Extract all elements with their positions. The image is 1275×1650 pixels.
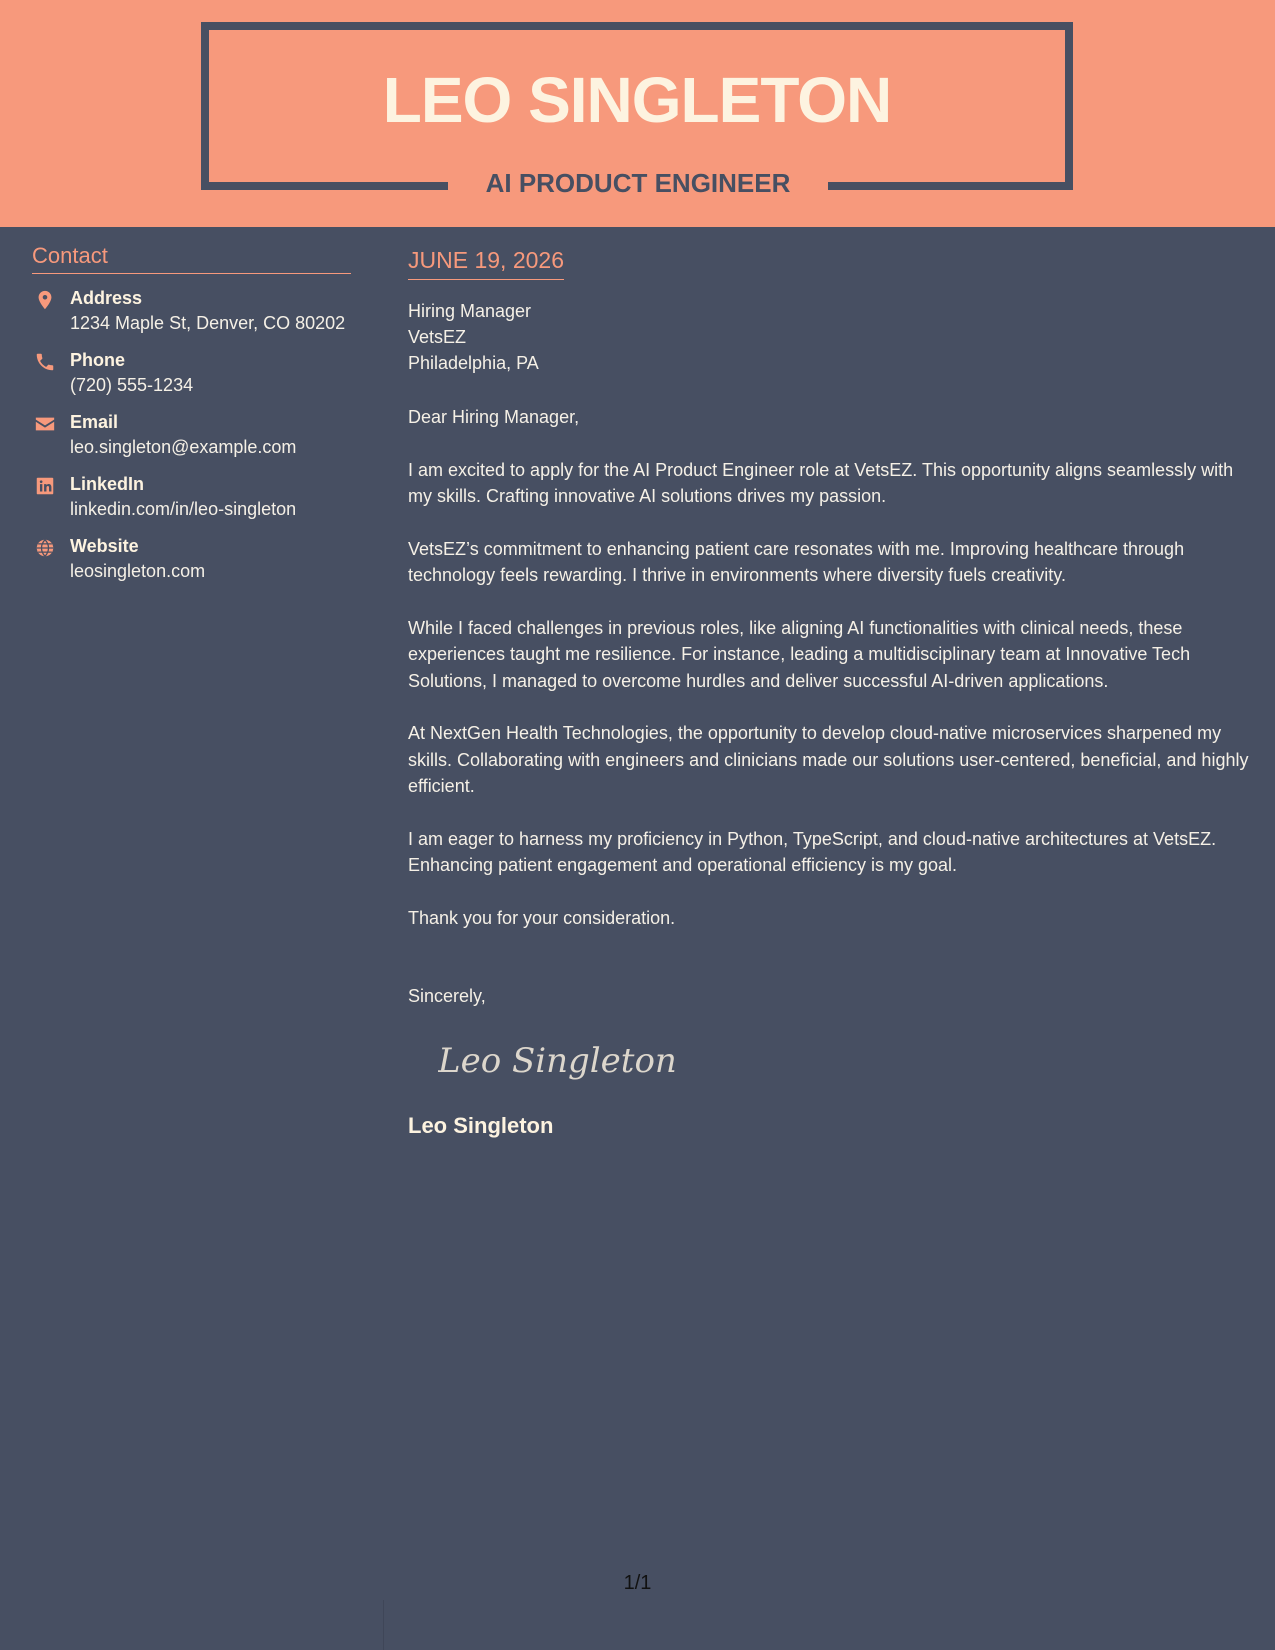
phone-icon — [34, 351, 56, 373]
applicant-name: LEO SINGLETON — [382, 64, 892, 136]
email-value: leo.singleton@example.com — [70, 437, 297, 457]
recipient-line: Philadelphia, PA — [408, 353, 539, 373]
website-value: leosingleton.com — [70, 561, 206, 581]
handwritten-signature — [438, 1030, 1253, 1090]
map-pin-icon — [34, 289, 56, 311]
letter-body — [408, 245, 1253, 1140]
contact-item-website — [32, 534, 351, 584]
contact-label: Phone — [70, 350, 126, 370]
recipient-line: VetsEZ — [408, 327, 467, 347]
contact-label: Email — [70, 412, 119, 432]
contact-item-address — [32, 286, 351, 336]
address-value: 1234 Maple St, Denver, CO 80202 — [70, 313, 346, 333]
phone-value: (720) 555-1234 — [70, 375, 194, 395]
header-banner — [0, 0, 1275, 227]
body-paragraph: While I faced challenges in previous roles, like aligning AI functionalities with clinical needs, these experiences taught me resilience. For instance, leading a multidisciplinary team at Innovative Tech Solutions, I managed to overcome hurdles and deliver successful AI-driven applications. — [408, 617, 1191, 691]
thank-you-paragraph: Thank you for your consideration. — [408, 907, 676, 928]
header-frame-bottom-left — [201, 182, 448, 190]
contact-item-linkedin — [32, 472, 351, 522]
signature-text: Leo Singleton — [438, 1040, 677, 1081]
header-frame-bottom-right — [828, 182, 1073, 190]
body-paragraph: At NextGen Health Technologies, the opportunity to develop cloud-native microservices sharpened my skills. Collaborating with engineers and clinicians made our solutions user-centered, beneficial, and highly efficient. — [408, 723, 1249, 796]
letter-date: JUNE 19, 2026 — [408, 245, 564, 280]
closing: Sincerely, — [408, 986, 486, 1006]
body-paragraph: I am excited to apply for the AI Product Engineer role at VetsEZ. This opportunity aligns seamlessly with my skills. Crafting innovative AI solutions drives my passion. — [408, 459, 1234, 506]
column-divider — [383, 1600, 384, 1650]
linkedin-icon — [34, 475, 56, 497]
body-paragraph: VetsEZ’s commitment to enhancing patient care resonates with me. Improving healthcare through technology feels rewarding. I thrive in environments where diversity fuels creativity. — [408, 538, 1185, 585]
contact-item-phone — [32, 348, 351, 398]
contact-sidebar — [32, 242, 351, 596]
body-paragraph: I am eager to harness my proficiency in Python, TypeScript, and cloud-native architectures at VetsEZ. Enhancing patient engagement and operational efficiency is my goal. — [408, 828, 1217, 875]
recipient-line: Hiring Manager — [408, 301, 532, 321]
contact-label: Address — [70, 288, 143, 308]
linkedin-value: linkedin.com/in/leo-singleton — [70, 499, 297, 519]
contact-heading: Contact — [32, 242, 351, 274]
contact-label: LinkedIn — [70, 474, 145, 494]
contact-item-email — [32, 410, 351, 460]
recipient-block — [408, 298, 1253, 376]
globe-icon — [34, 537, 56, 559]
envelope-icon — [34, 413, 56, 435]
page-number: 1/1 — [623, 1572, 652, 1594]
job-title: AI PRODUCT ENGINEER — [485, 168, 791, 198]
salutation: Dear Hiring Manager, — [408, 407, 580, 427]
contact-label: Website — [70, 536, 139, 556]
signer-name: Leo Singleton — [408, 1112, 554, 1138]
